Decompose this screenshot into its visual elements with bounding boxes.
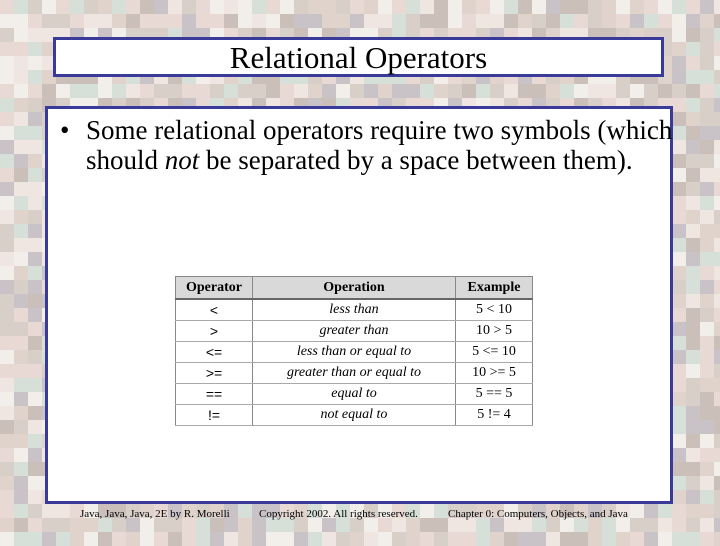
cell-operator: ==	[176, 384, 253, 405]
cell-example: 10 > 5	[456, 321, 533, 342]
cell-operator: <	[176, 299, 253, 321]
footer-center: Copyright 2002. All rights reserved.	[259, 508, 418, 520]
cell-operator: >=	[176, 363, 253, 384]
cell-example: 5 <= 10	[456, 342, 533, 363]
cell-example: 10 >= 5	[456, 363, 533, 384]
cell-operation: less than or equal to	[253, 342, 456, 363]
bullet-text-end: be separated by a space between them).	[199, 145, 633, 175]
slide-title-text: Relational Operators	[229, 40, 488, 75]
footer-left: Java, Java, Java, 2E by R. Morelli	[80, 508, 230, 520]
table-header-row	[176, 277, 533, 300]
cell-example: 5 != 4	[456, 405, 533, 426]
slide-footer	[80, 508, 660, 524]
header-operator: Operator	[176, 277, 253, 300]
cell-operation: equal to	[253, 384, 456, 405]
table-row	[176, 299, 533, 321]
cell-operator: !=	[176, 405, 253, 426]
table-row	[176, 342, 533, 363]
table-row	[176, 321, 533, 342]
cell-operation: not equal to	[253, 405, 456, 426]
header-example: Example	[456, 277, 533, 300]
operators-table	[175, 276, 533, 426]
footer-right: Chapter 0: Computers, Objects, and Java	[448, 508, 628, 520]
cell-operation: less than	[253, 299, 456, 321]
table-row	[176, 363, 533, 384]
slide-title	[53, 37, 664, 77]
bullet-point	[60, 115, 686, 175]
cell-operator: <=	[176, 342, 253, 363]
cell-example: 5 == 5	[456, 384, 533, 405]
table-row	[176, 405, 533, 426]
bullet-text-emphasis: not	[164, 145, 200, 175]
table-row	[176, 384, 533, 405]
content-panel	[45, 106, 673, 504]
cell-operator: >	[176, 321, 253, 342]
bullet-dot: •	[60, 115, 70, 145]
header-operation: Operation	[253, 277, 456, 300]
bullet-text-start: Some relational operators require two symbols (which should	[86, 115, 673, 175]
cell-operation: greater than or equal to	[253, 363, 456, 384]
cell-operation: greater than	[253, 321, 456, 342]
cell-example: 5 < 10	[456, 299, 533, 321]
